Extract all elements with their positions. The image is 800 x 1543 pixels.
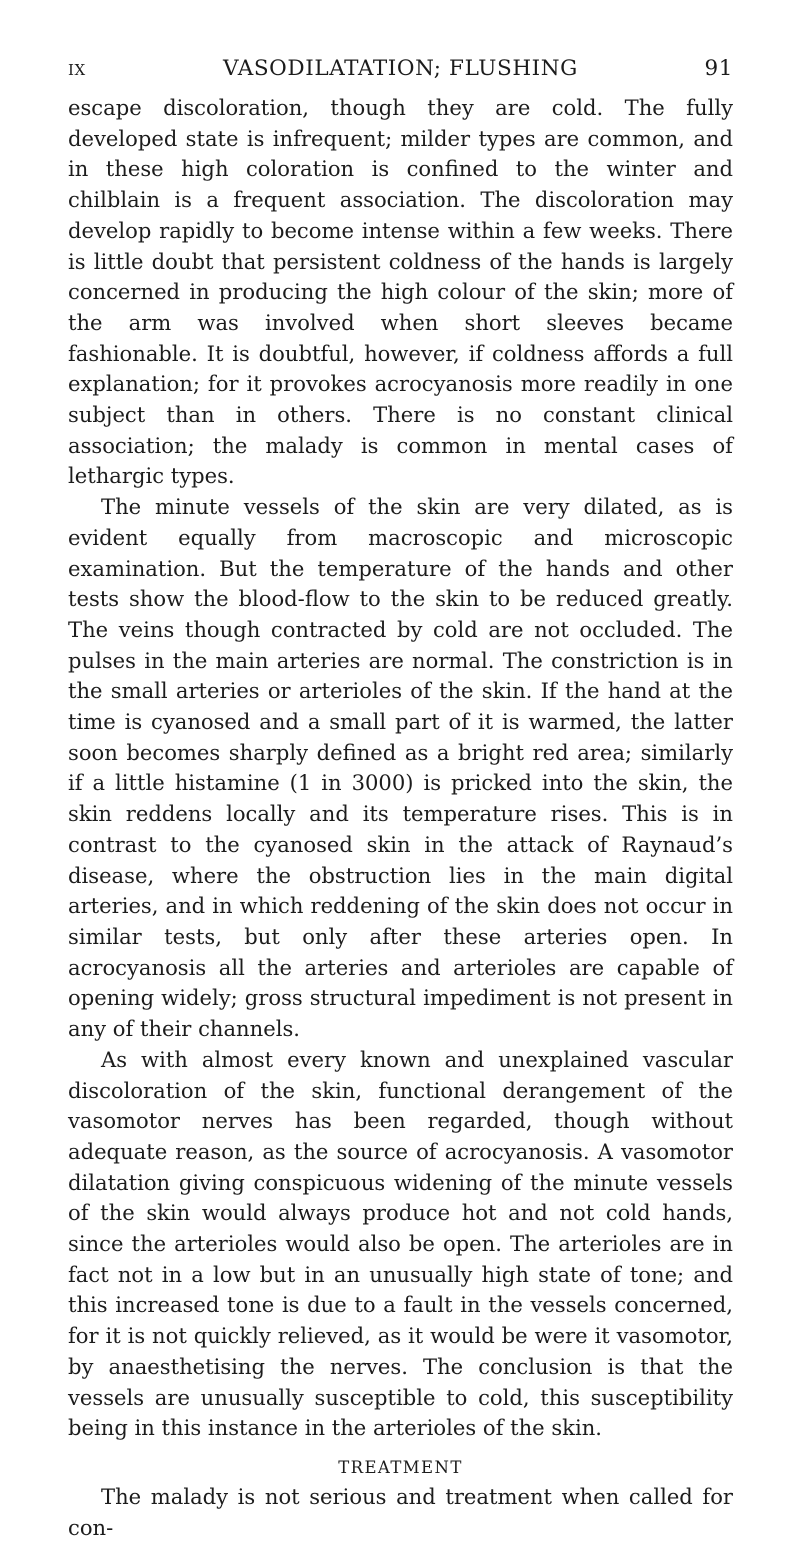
chapter-number: ix — [68, 56, 86, 81]
paragraph-continued: escape discoloration, though they are cold. The fully developed state is infrequent; milder types are common, and in these high coloration is confined to the winter and chilblain is a frequent association. The discoloration may develop rapidly to become intense within a few weeks. There is little doubt that persistent coldness of the hands is largely concerned in producing the high colour of the skin; more of the arm was involved when short sleeves became fashionable. It is doubtful, however, if coldness affords a full explanation; for it provokes acrocyanosis more readily in one subject than in others. There is no constant clinical association; the malady is common in mental cases of lethargic types. — [68, 95, 733, 489]
book-page — [68, 56, 733, 1543]
body-text — [68, 93, 733, 1444]
page-number: 91 — [704, 56, 733, 81]
running-head — [68, 56, 733, 88]
paragraph: The minute vessels of the skin are very dilated, as is evident equally from macroscopic and microscopic examination. But the temperature of the hands and other tests show the blood-flow to the skin to be reduced greatly. The veins though contracted by cold are not occluded. The pulses in the main arteries are normal. The constriction is in the small arteries or arterioles of the skin. If the hand at the time is cyanosed and a small part of it is warmed, the latter soon becomes sharply defined as a bright red area; similarly if a little histamine (1 in 3000) is pricked into the skin, the skin reddens locally and its temperature rises. This is in contrast to the cyanosed skin in the attack of Raynaud’s disease, where the obstruction lies in the main digital arteries, and in which reddening of the skin does not occur in similar tests, but only after these arteries open. In acrocyanosis all the arteries and arterioles are capable of opening widely; gross structural impediment is not present in any of their channels. — [68, 494, 733, 1042]
paragraph-start: The malady is not serious and treatment when called for con- — [68, 1483, 733, 1540]
section-heading: TREATMENT — [338, 1457, 463, 1477]
paragraph: As with almost every known and unexplained vascular discoloration of the skin, functional derangement of the vasomotor nerves has been regarded, though without adequate reason, as the source of acrocyanosis. A vasomotor dilatation giving conspicuous widening of the minute vessels of the skin would always produce hot and not cold hands, since the arterioles would also be open. The arterioles are in fact not in a low but in an unusually high state of tone; and this increased tone is due to a fault in the vessels concerned, for it is not quickly relieved, as it would be were it vasomotor, by anaesthetising the nerves. The conclusion is that the vessels are unusually susceptible to cold, this susceptibility being in this instance in the arterioles of the skin. — [68, 1046, 733, 1441]
running-title: VASODILATATION; FLUSHING — [223, 56, 578, 81]
